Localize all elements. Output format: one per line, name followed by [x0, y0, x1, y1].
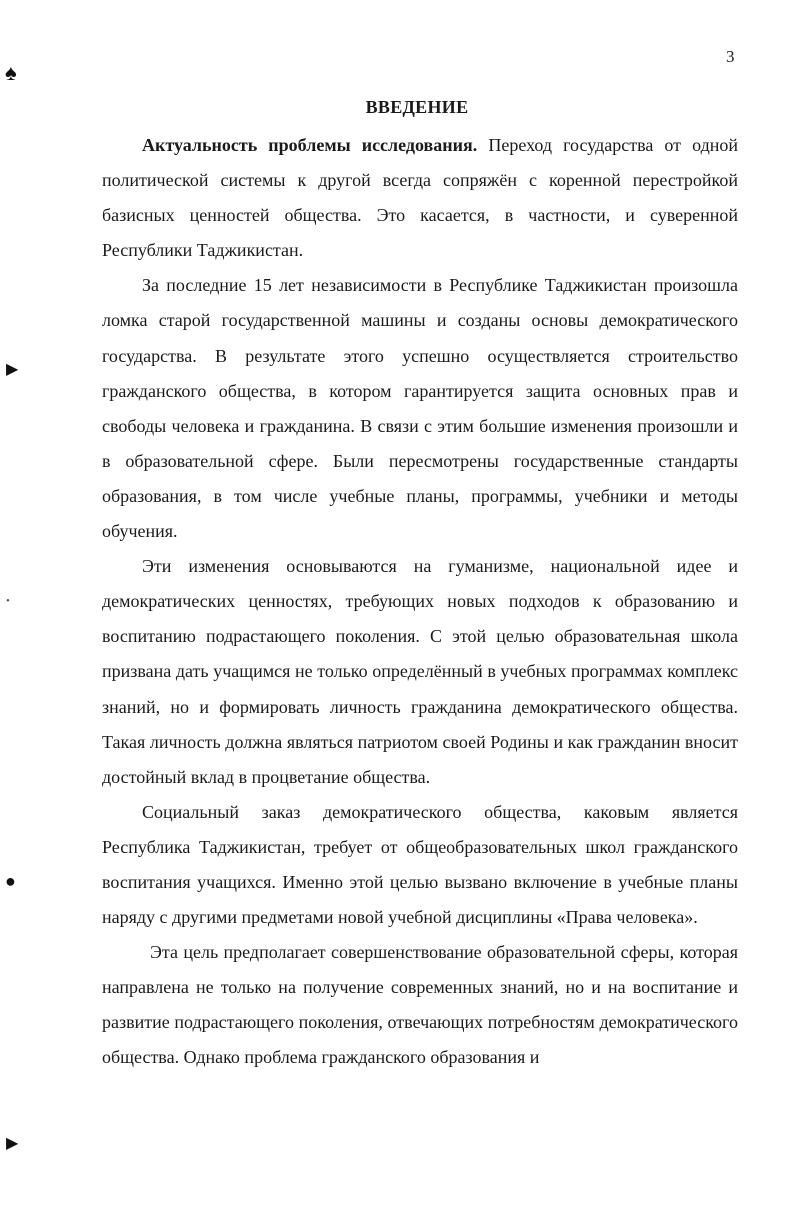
paragraph: Эти изменения основываются на гуманизме, национальной идее и демократических ценностях, требующих новых подходов к образованию и воспитанию подрастающего поколения. С этой целью образовательная школа призвана дать учащимся не только определённый в учебных программах комплекс знаний, но и формировать личность гражданина демократического общества. Такая личность должна являться патриотом своей Родины и как гражданин вносит достойный вклад в процветание общества.: [102, 556, 738, 787]
paragraph: За последние 15 лет независимости в Республике Таджикистан произошла ломка старой государственной машины и созданы основы демократического государства. В результате этого успешно осуществляется строительство гражданского общества, в котором гарантируется защита основных прав и свободы человека и гражданина. В связи с этим большие изменения произошли и в образовательной сфере. Были пересмотрены государственные стандарты образования, в том числе учебные планы, программы, учебники и методы обучения.: [102, 275, 738, 542]
paragraph-lead: Актуальность проблемы исследования.: [142, 135, 478, 155]
scan-mark-triangle-right-icon: ▶: [6, 361, 19, 378]
document-body: [102, 128, 738, 1076]
paragraph: Эта цель предполагает совершенствование образовательной сферы, которая направлена не только на получение современных знаний, но и на воспитание и развитие подрастающего поколения, отвечающих потребностям демократического общества. Однако проблема гражданского образования и: [102, 942, 738, 1068]
paragraph: [102, 128, 738, 268]
page-number: 3: [726, 47, 735, 66]
scan-mark-dot-icon: •: [6, 595, 10, 607]
paragraph-text: Переход государства от одной политической системы к другой всегда сопряжён с коренной перестройкой базисных ценностей общества. Это касается, в частности, и суверенной Республики Таджикистан.: [102, 135, 738, 261]
scan-mark-ink-blob-icon: ●: [5, 871, 16, 891]
paragraph: Социальный заказ демократического общества, каковым является Республика Таджикистан, требует от общеобразовательных школ гражданского воспитания учащихся. Именно этой целью вызвано включение в учебные планы наряду с другими предметами новой учебной дисциплины «Права человека».: [102, 801, 738, 928]
scan-mark-spade-icon: ♠: [5, 60, 17, 85]
scan-mark-triangle-right-icon-2: ▶: [6, 1135, 19, 1152]
page-title: ВВЕДЕНИЕ: [365, 97, 469, 117]
